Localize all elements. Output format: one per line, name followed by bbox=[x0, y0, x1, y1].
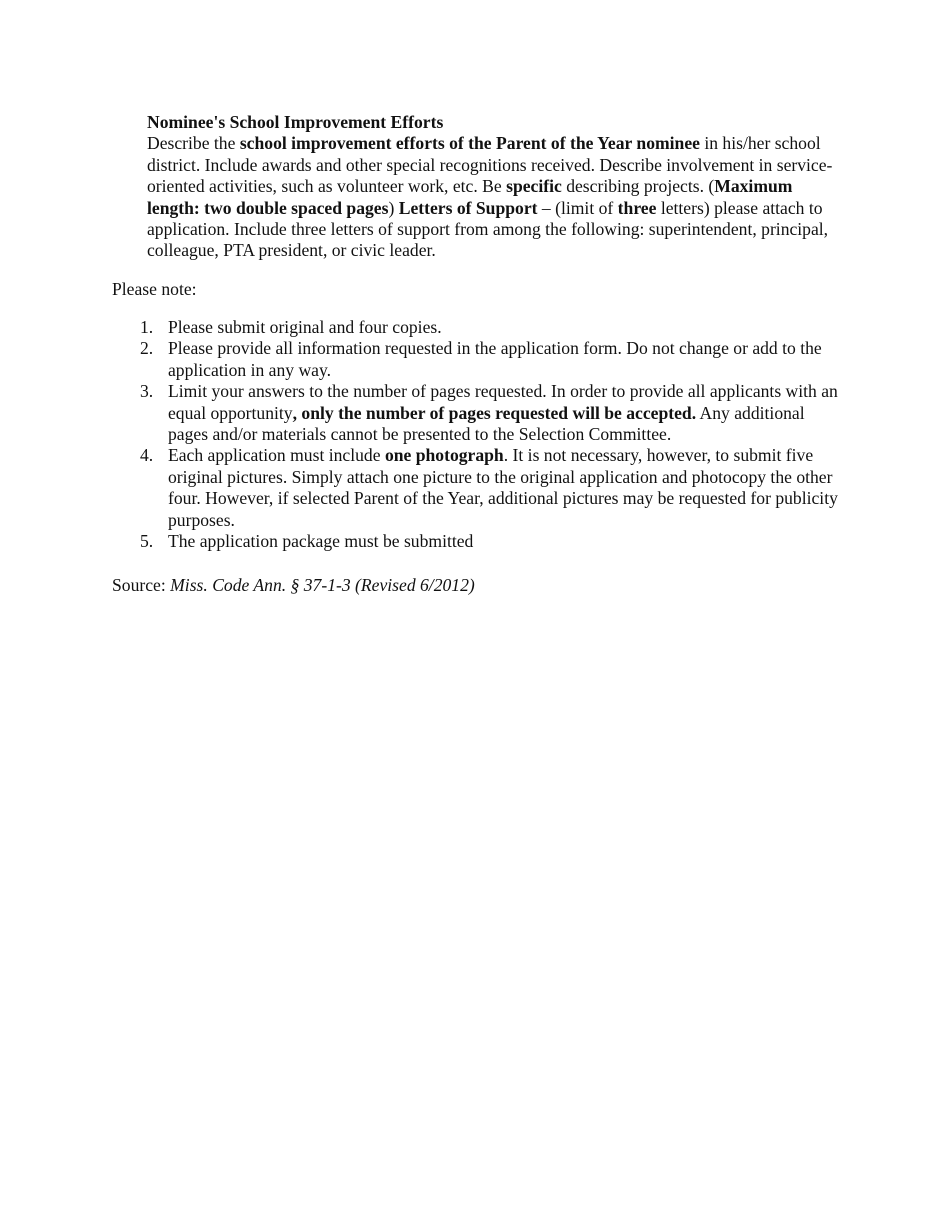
section-body-text: Describe the bbox=[147, 133, 240, 154]
list-item-number: 2. bbox=[140, 338, 154, 359]
section-body-text: describing projects. ( bbox=[561, 176, 715, 197]
school-improvement-section bbox=[147, 112, 847, 262]
section-body-bold: Letters of Support bbox=[398, 197, 538, 218]
section-body-bold: Maximum length: two double spaced pages bbox=[147, 176, 793, 218]
list-item-number: 4. bbox=[140, 445, 154, 466]
list-item-bold: one photograph bbox=[384, 445, 504, 466]
list-item-number: 3. bbox=[140, 381, 154, 402]
source-reference: Miss. Code Ann. § 37-1-3 (Revised 6/2012) bbox=[170, 575, 475, 595]
notes-list bbox=[140, 317, 848, 552]
section-body bbox=[147, 133, 847, 261]
section-heading: Nominee's School Improvement Efforts bbox=[147, 112, 444, 132]
source-label: Source: bbox=[112, 575, 171, 595]
list-item-number: 5. bbox=[140, 531, 154, 552]
section-body-bold: school improvement efforts of the Parent of the Year nominee bbox=[239, 133, 700, 154]
list-item-text: Please submit original and four copies. bbox=[168, 317, 442, 337]
section-body-text: ) bbox=[388, 197, 399, 218]
please-note-label: Please note: bbox=[112, 279, 197, 299]
list-item-text: Each application must include bbox=[168, 445, 385, 466]
list-item bbox=[140, 531, 848, 552]
list-item bbox=[140, 381, 848, 445]
section-body-text: – (limit of bbox=[537, 197, 618, 218]
list-item-number: 1. bbox=[140, 317, 154, 337]
section-body-bold: specific bbox=[506, 176, 562, 197]
list-item-text: The application package must be submitted bbox=[168, 531, 474, 552]
list-item bbox=[140, 445, 848, 531]
list-item-text: . It is not necessary, however, to submit five original pictures. Simply attach one picture to the original application and photocopy the other four. However, if selected Parent of the Year, additional pictures may be requested for publicity purposes. bbox=[168, 445, 838, 530]
list-item-text: Please provide all information requested in the application form. Do not change or add to the application in any way. bbox=[168, 338, 822, 380]
section-body-text: letters) please attach to application. Include three letters of support from among the following: superintendent, principal, colleague, PTA president, or civic leader. bbox=[147, 197, 829, 261]
list-item-bold: , only the number of pages requested will be accepted. bbox=[292, 402, 697, 423]
section-body-text: in his/her school district. Include awards and other special recognitions received. Describe involvement in service-oriented activities, such as volunteer work, etc. Be bbox=[147, 133, 833, 197]
list-item bbox=[140, 317, 848, 338]
list-item bbox=[140, 338, 848, 381]
section-body-bold: three bbox=[617, 197, 657, 218]
list-item-text: Any additional pages and/or materials cannot be presented to the Selection Committee. bbox=[168, 402, 805, 445]
list-item-text: Limit your answers to the number of pages requested. In order to provide all applicants with an equal opportunity bbox=[168, 381, 838, 423]
source-citation bbox=[112, 575, 475, 596]
